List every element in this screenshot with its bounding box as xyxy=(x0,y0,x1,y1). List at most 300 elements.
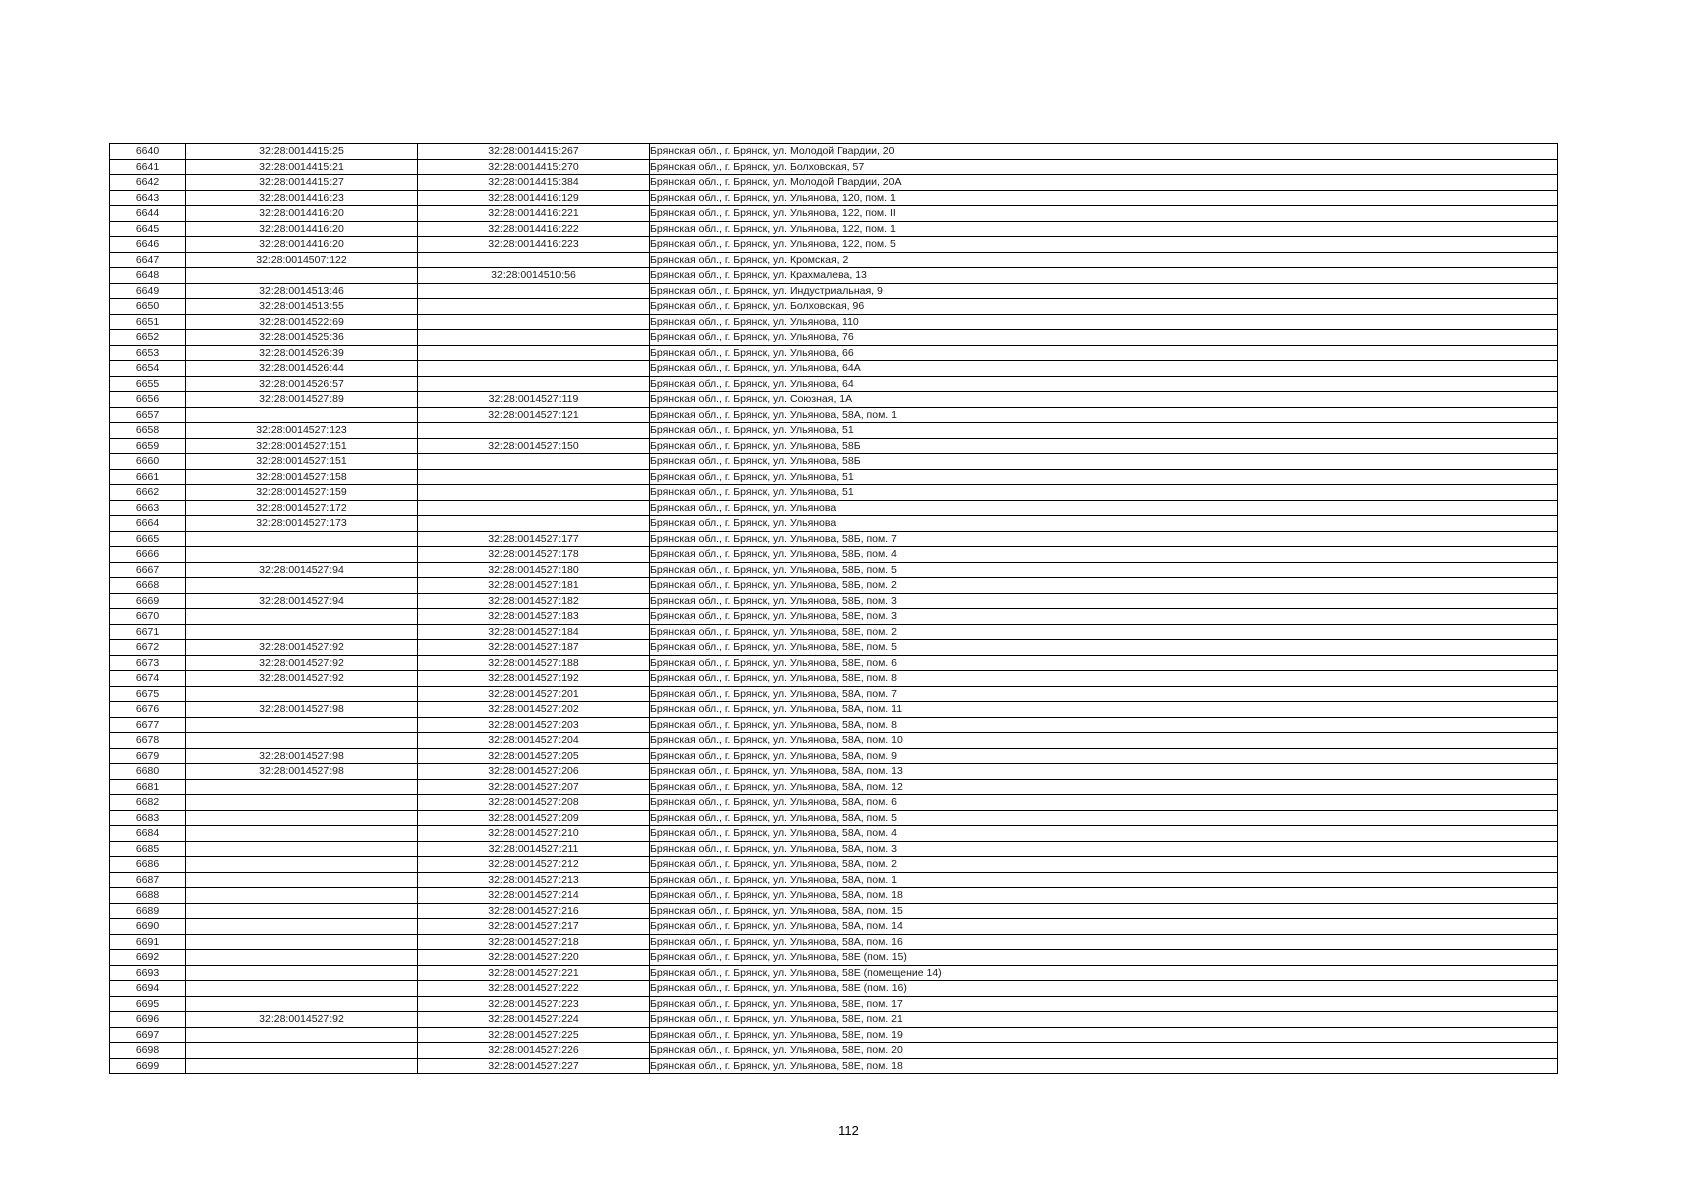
cadastral-number-cell xyxy=(186,1043,418,1059)
address-cell: Брянская обл., г. Брянск, ул. Ульянова, 58А, пом. 1 xyxy=(650,872,1558,888)
row-number-cell: 6650 xyxy=(110,299,186,315)
object-cadastral-number-cell: 32:28:0014527:121 xyxy=(418,407,650,423)
address-cell: Брянская обл., г. Брянск, ул. Ульянова, 76 xyxy=(650,330,1558,346)
table-row xyxy=(110,996,1558,1012)
row-number-cell: 6668 xyxy=(110,578,186,594)
cadastral-number-cell xyxy=(186,717,418,733)
table-row xyxy=(110,795,1558,811)
row-number-cell: 6665 xyxy=(110,531,186,547)
row-number-cell: 6694 xyxy=(110,981,186,997)
cadastral-number-cell xyxy=(186,826,418,842)
row-number-cell: 6692 xyxy=(110,950,186,966)
row-number-cell: 6693 xyxy=(110,965,186,981)
object-cadastral-number-cell: 32:28:0014527:227 xyxy=(418,1058,650,1074)
cadastral-number-cell: 32:28:0014513:55 xyxy=(186,299,418,315)
cadastral-number-cell xyxy=(186,965,418,981)
object-cadastral-number-cell xyxy=(418,376,650,392)
address-cell: Брянская обл., г. Брянск, ул. Ульянова, 58А, пом. 15 xyxy=(650,903,1558,919)
row-number-cell: 6640 xyxy=(110,144,186,160)
table-row xyxy=(110,407,1558,423)
row-number-cell: 6677 xyxy=(110,717,186,733)
row-number-cell: 6690 xyxy=(110,919,186,935)
row-number-cell: 6687 xyxy=(110,872,186,888)
table-row xyxy=(110,531,1558,547)
table-row xyxy=(110,500,1558,516)
row-number-cell: 6678 xyxy=(110,733,186,749)
row-number-cell: 6676 xyxy=(110,702,186,718)
address-cell: Брянская обл., г. Брянск, ул. Молодой Гвардии, 20 xyxy=(650,144,1558,160)
table-row xyxy=(110,345,1558,361)
object-cadastral-number-cell: 32:28:0014527:201 xyxy=(418,686,650,702)
registry-table-body xyxy=(110,144,1558,1074)
row-number-cell: 6683 xyxy=(110,810,186,826)
row-number-cell: 6666 xyxy=(110,547,186,563)
row-number-cell: 6672 xyxy=(110,640,186,656)
table-row xyxy=(110,190,1558,206)
object-cadastral-number-cell: 32:28:0014527:181 xyxy=(418,578,650,594)
row-number-cell: 6662 xyxy=(110,485,186,501)
cadastral-number-cell xyxy=(186,268,418,284)
address-cell: Брянская обл., г. Брянск, ул. Ульянова, 58Е, пом. 21 xyxy=(650,1012,1558,1028)
cadastral-number-cell xyxy=(186,795,418,811)
object-cadastral-number-cell xyxy=(418,252,650,268)
object-cadastral-number-cell: 32:28:0014527:178 xyxy=(418,547,650,563)
address-cell: Брянская обл., г. Брянск, ул. Ульянова, 58Е, пом. 18 xyxy=(650,1058,1558,1074)
address-cell: Брянская обл., г. Брянск, ул. Ульянова, 58Е, пом. 2 xyxy=(650,624,1558,640)
row-number-cell: 6689 xyxy=(110,903,186,919)
object-cadastral-number-cell: 32:28:0014415:270 xyxy=(418,159,650,175)
row-number-cell: 6656 xyxy=(110,392,186,408)
cadastral-number-cell: 32:28:0014513:46 xyxy=(186,283,418,299)
address-cell: Брянская обл., г. Брянск, ул. Ульянова, 58Б xyxy=(650,438,1558,454)
address-cell: Брянская обл., г. Брянск, ул. Болховская, 57 xyxy=(650,159,1558,175)
page-number: 112 xyxy=(838,1123,859,1138)
cadastral-number-cell xyxy=(186,407,418,423)
table-row xyxy=(110,392,1558,408)
cadastral-number-cell: 32:28:0014527:92 xyxy=(186,671,418,687)
address-cell: Брянская обл., г. Брянск, ул. Кромская, 2 xyxy=(650,252,1558,268)
object-cadastral-number-cell: 32:28:0014527:182 xyxy=(418,593,650,609)
address-cell: Брянская обл., г. Брянск, ул. Ульянова, 64А xyxy=(650,361,1558,377)
object-cadastral-number-cell: 32:28:0014527:220 xyxy=(418,950,650,966)
cadastral-number-cell: 32:28:0014527:158 xyxy=(186,469,418,485)
object-cadastral-number-cell xyxy=(418,314,650,330)
row-number-cell: 6699 xyxy=(110,1058,186,1074)
row-number-cell: 6643 xyxy=(110,190,186,206)
table-row xyxy=(110,469,1558,485)
row-number-cell: 6697 xyxy=(110,1027,186,1043)
cadastral-number-cell xyxy=(186,1027,418,1043)
table-row xyxy=(110,454,1558,470)
table-row xyxy=(110,779,1558,795)
cadastral-number-cell xyxy=(186,934,418,950)
row-number-cell: 6686 xyxy=(110,857,186,873)
object-cadastral-number-cell: 32:28:0014527:119 xyxy=(418,392,650,408)
table-row xyxy=(110,609,1558,625)
address-cell: Брянская обл., г. Брянск, ул. Ульянова, 58Б, пом. 4 xyxy=(650,547,1558,563)
address-cell: Брянская обл., г. Брянск, ул. Ульянова, 58А, пом. 11 xyxy=(650,702,1558,718)
address-cell: Брянская обл., г. Брянск, ул. Ульянова, 58Е, пом. 8 xyxy=(650,671,1558,687)
cadastral-number-cell: 32:28:0014527:151 xyxy=(186,438,418,454)
table-row xyxy=(110,965,1558,981)
cadastral-number-cell: 32:28:0014527:123 xyxy=(186,423,418,439)
table-row xyxy=(110,919,1558,935)
object-cadastral-number-cell: 32:28:0014527:183 xyxy=(418,609,650,625)
table-row xyxy=(110,485,1558,501)
row-number-cell: 6647 xyxy=(110,252,186,268)
object-cadastral-number-cell: 32:28:0014527:205 xyxy=(418,748,650,764)
registry-table xyxy=(109,143,1558,1074)
cadastral-number-cell: 32:28:0014416:23 xyxy=(186,190,418,206)
address-cell: Брянская обл., г. Брянск, ул. Ульянова, 58Б, пом. 5 xyxy=(650,562,1558,578)
cadastral-number-cell xyxy=(186,686,418,702)
address-cell: Брянская обл., г. Брянск, ул. Ульянова, 58Е, пом. 19 xyxy=(650,1027,1558,1043)
row-number-cell: 6682 xyxy=(110,795,186,811)
table-row xyxy=(110,361,1558,377)
object-cadastral-number-cell xyxy=(418,485,650,501)
row-number-cell: 6664 xyxy=(110,516,186,532)
address-cell: Брянская обл., г. Брянск, ул. Ульянова, 58Б xyxy=(650,454,1558,470)
table-row xyxy=(110,764,1558,780)
cadastral-number-cell: 32:28:0014526:57 xyxy=(186,376,418,392)
cadastral-number-cell xyxy=(186,578,418,594)
cadastral-number-cell: 32:28:0014527:94 xyxy=(186,593,418,609)
table-row xyxy=(110,299,1558,315)
cadastral-number-cell: 32:28:0014527:92 xyxy=(186,1012,418,1028)
row-number-cell: 6641 xyxy=(110,159,186,175)
cadastral-number-cell: 32:28:0014527:151 xyxy=(186,454,418,470)
address-cell: Брянская обл., г. Брянск, ул. Ульянова, 58Е (пом. 16) xyxy=(650,981,1558,997)
object-cadastral-number-cell: 32:28:0014527:210 xyxy=(418,826,650,842)
row-number-cell: 6644 xyxy=(110,206,186,222)
address-cell: Брянская обл., г. Брянск, ул. Ульянова, 58Б, пом. 3 xyxy=(650,593,1558,609)
row-number-cell: 6680 xyxy=(110,764,186,780)
cadastral-number-cell: 32:28:0014527:173 xyxy=(186,516,418,532)
address-cell: Брянская обл., г. Брянск, ул. Ульянова, 58А, пом. 18 xyxy=(650,888,1558,904)
object-cadastral-number-cell: 32:28:0014416:221 xyxy=(418,206,650,222)
object-cadastral-number-cell xyxy=(418,500,650,516)
cadastral-number-cell: 32:28:0014526:44 xyxy=(186,361,418,377)
address-cell: Брянская обл., г. Брянск, ул. Ульянова, 58А, пом. 8 xyxy=(650,717,1558,733)
cadastral-number-cell xyxy=(186,624,418,640)
address-cell: Брянская обл., г. Брянск, ул. Ульянова, 58А, пом. 10 xyxy=(650,733,1558,749)
address-cell: Брянская обл., г. Брянск, ул. Ульянова, 58Е, пом. 3 xyxy=(650,609,1558,625)
object-cadastral-number-cell: 32:28:0014527:209 xyxy=(418,810,650,826)
table-row xyxy=(110,1012,1558,1028)
object-cadastral-number-cell: 32:28:0014527:150 xyxy=(418,438,650,454)
cadastral-number-cell xyxy=(186,733,418,749)
object-cadastral-number-cell: 32:28:0014527:214 xyxy=(418,888,650,904)
table-row xyxy=(110,702,1558,718)
address-cell: Брянская обл., г. Брянск, ул. Ульянова xyxy=(650,516,1558,532)
object-cadastral-number-cell: 32:28:0014527:206 xyxy=(418,764,650,780)
address-cell: Брянская обл., г. Брянск, ул. Ульянова, 58А, пом. 9 xyxy=(650,748,1558,764)
address-cell: Брянская обл., г. Брянск, ул. Ульянова, 58А, пом. 7 xyxy=(650,686,1558,702)
address-cell: Брянская обл., г. Брянск, ул. Ульянова, 122, пом. 1 xyxy=(650,221,1558,237)
cadastral-number-cell xyxy=(186,981,418,997)
address-cell: Брянская обл., г. Брянск, ул. Ульянова, 51 xyxy=(650,423,1558,439)
cadastral-number-cell: 32:28:0014527:94 xyxy=(186,562,418,578)
table-row xyxy=(110,872,1558,888)
table-row xyxy=(110,438,1558,454)
table-row xyxy=(110,888,1558,904)
object-cadastral-number-cell: 32:28:0014527:212 xyxy=(418,857,650,873)
table-row xyxy=(110,950,1558,966)
row-number-cell: 6659 xyxy=(110,438,186,454)
cadastral-number-cell: 32:28:0014525:36 xyxy=(186,330,418,346)
object-cadastral-number-cell: 32:28:0014527:192 xyxy=(418,671,650,687)
cadastral-number-cell: 32:28:0014527:98 xyxy=(186,764,418,780)
object-cadastral-number-cell: 32:28:0014527:217 xyxy=(418,919,650,935)
table-row xyxy=(110,934,1558,950)
object-cadastral-number-cell: 32:28:0014527:184 xyxy=(418,624,650,640)
table-row xyxy=(110,826,1558,842)
row-number-cell: 6654 xyxy=(110,361,186,377)
row-number-cell: 6653 xyxy=(110,345,186,361)
cadastral-number-cell xyxy=(186,996,418,1012)
row-number-cell: 6695 xyxy=(110,996,186,1012)
table-row xyxy=(110,841,1558,857)
table-row xyxy=(110,624,1558,640)
address-cell: Брянская обл., г. Брянск, ул. Индустриальная, 9 xyxy=(650,283,1558,299)
object-cadastral-number-cell: 32:28:0014527:204 xyxy=(418,733,650,749)
object-cadastral-number-cell: 32:28:0014527:221 xyxy=(418,965,650,981)
row-number-cell: 6675 xyxy=(110,686,186,702)
table-row xyxy=(110,1058,1558,1074)
table-row xyxy=(110,547,1558,563)
table-row xyxy=(110,221,1558,237)
object-cadastral-number-cell: 32:28:0014527:211 xyxy=(418,841,650,857)
row-number-cell: 6691 xyxy=(110,934,186,950)
row-number-cell: 6649 xyxy=(110,283,186,299)
address-cell: Брянская обл., г. Брянск, ул. Ульянова, 58А, пом. 12 xyxy=(650,779,1558,795)
cadastral-number-cell: 32:28:0014527:92 xyxy=(186,655,418,671)
table-row xyxy=(110,686,1558,702)
object-cadastral-number-cell xyxy=(418,516,650,532)
table-row xyxy=(110,237,1558,253)
address-cell: Брянская обл., г. Брянск, ул. Ульянова, 58А, пом. 2 xyxy=(650,857,1558,873)
cadastral-number-cell xyxy=(186,919,418,935)
cadastral-number-cell xyxy=(186,810,418,826)
object-cadastral-number-cell: 32:28:0014527:223 xyxy=(418,996,650,1012)
address-cell: Брянская обл., г. Брянск, ул. Ульянова, 58Е, пом. 20 xyxy=(650,1043,1558,1059)
object-cadastral-number-cell: 32:28:0014527:203 xyxy=(418,717,650,733)
object-cadastral-number-cell: 32:28:0014527:187 xyxy=(418,640,650,656)
table-row xyxy=(110,578,1558,594)
row-number-cell: 6681 xyxy=(110,779,186,795)
object-cadastral-number-cell: 32:28:0014527:213 xyxy=(418,872,650,888)
address-cell: Брянская обл., г. Брянск, ул. Ульянова, 58А, пом. 16 xyxy=(650,934,1558,950)
address-cell: Брянская обл., г. Брянск, ул. Ульянова, 58А, пом. 1 xyxy=(650,407,1558,423)
table-row xyxy=(110,423,1558,439)
row-number-cell: 6652 xyxy=(110,330,186,346)
cadastral-number-cell: 32:28:0014415:27 xyxy=(186,175,418,191)
table-row xyxy=(110,252,1558,268)
row-number-cell: 6657 xyxy=(110,407,186,423)
table-row xyxy=(110,1043,1558,1059)
object-cadastral-number-cell xyxy=(418,345,650,361)
table-row xyxy=(110,206,1558,222)
object-cadastral-number-cell: 32:28:0014415:384 xyxy=(418,175,650,191)
row-number-cell: 6658 xyxy=(110,423,186,439)
object-cadastral-number-cell xyxy=(418,423,650,439)
table-row xyxy=(110,903,1558,919)
row-number-cell: 6663 xyxy=(110,500,186,516)
table-row xyxy=(110,655,1558,671)
cadastral-number-cell xyxy=(186,779,418,795)
cadastral-number-cell: 32:28:0014527:172 xyxy=(186,500,418,516)
cadastral-number-cell xyxy=(186,841,418,857)
table-row xyxy=(110,733,1558,749)
table-row xyxy=(110,593,1558,609)
address-cell: Брянская обл., г. Брянск, ул. Ульянова, 110 xyxy=(650,314,1558,330)
row-number-cell: 6670 xyxy=(110,609,186,625)
address-cell: Брянская обл., г. Брянск, ул. Ульянова, 58Е, пом. 17 xyxy=(650,996,1558,1012)
table-row xyxy=(110,314,1558,330)
cadastral-number-cell xyxy=(186,609,418,625)
object-cadastral-number-cell xyxy=(418,299,650,315)
row-number-cell: 6673 xyxy=(110,655,186,671)
row-number-cell: 6642 xyxy=(110,175,186,191)
address-cell: Брянская обл., г. Брянск, ул. Ульянова, 58Е, пом. 6 xyxy=(650,655,1558,671)
object-cadastral-number-cell: 32:28:0014527:208 xyxy=(418,795,650,811)
object-cadastral-number-cell: 32:28:0014510:56 xyxy=(418,268,650,284)
row-number-cell: 6685 xyxy=(110,841,186,857)
cadastral-number-cell: 32:28:0014416:20 xyxy=(186,221,418,237)
row-number-cell: 6696 xyxy=(110,1012,186,1028)
table-row xyxy=(110,516,1558,532)
cadastral-number-cell xyxy=(186,950,418,966)
table-row xyxy=(110,810,1558,826)
table-row xyxy=(110,330,1558,346)
object-cadastral-number-cell: 32:28:0014416:222 xyxy=(418,221,650,237)
cadastral-number-cell: 32:28:0014507:122 xyxy=(186,252,418,268)
row-number-cell: 6667 xyxy=(110,562,186,578)
cadastral-number-cell xyxy=(186,857,418,873)
cadastral-number-cell xyxy=(186,888,418,904)
object-cadastral-number-cell: 32:28:0014527:207 xyxy=(418,779,650,795)
row-number-cell: 6646 xyxy=(110,237,186,253)
table-row xyxy=(110,748,1558,764)
address-cell: Брянская обл., г. Брянск, ул. Ульянова, 58А, пом. 13 xyxy=(650,764,1558,780)
object-cadastral-number-cell: 32:28:0014416:129 xyxy=(418,190,650,206)
address-cell: Брянская обл., г. Брянск, ул. Союзная, 1А xyxy=(650,392,1558,408)
object-cadastral-number-cell: 32:28:0014527:226 xyxy=(418,1043,650,1059)
cadastral-number-cell xyxy=(186,903,418,919)
row-number-cell: 6684 xyxy=(110,826,186,842)
cadastral-number-cell: 32:28:0014416:20 xyxy=(186,237,418,253)
table-row xyxy=(110,562,1558,578)
row-number-cell: 6660 xyxy=(110,454,186,470)
row-number-cell: 6661 xyxy=(110,469,186,485)
object-cadastral-number-cell xyxy=(418,361,650,377)
object-cadastral-number-cell: 32:28:0014527:180 xyxy=(418,562,650,578)
address-cell: Брянская обл., г. Брянск, ул. Ульянова, 58Е (пом. 15) xyxy=(650,950,1558,966)
cadastral-number-cell: 32:28:0014526:39 xyxy=(186,345,418,361)
row-number-cell: 6688 xyxy=(110,888,186,904)
address-cell: Брянская обл., г. Брянск, ул. Крахмалева, 13 xyxy=(650,268,1558,284)
address-cell: Брянская обл., г. Брянск, ул. Ульянова, 58А, пом. 14 xyxy=(650,919,1558,935)
row-number-cell: 6651 xyxy=(110,314,186,330)
cadastral-number-cell: 32:28:0014527:98 xyxy=(186,748,418,764)
address-cell: Брянская обл., г. Брянск, ул. Ульянова xyxy=(650,500,1558,516)
table-row xyxy=(110,640,1558,656)
cadastral-number-cell xyxy=(186,547,418,563)
object-cadastral-number-cell: 32:28:0014527:202 xyxy=(418,702,650,718)
table-row xyxy=(110,268,1558,284)
object-cadastral-number-cell: 32:28:0014527:225 xyxy=(418,1027,650,1043)
cadastral-number-cell: 32:28:0014522:69 xyxy=(186,314,418,330)
row-number-cell: 6679 xyxy=(110,748,186,764)
object-cadastral-number-cell xyxy=(418,454,650,470)
address-cell: Брянская обл., г. Брянск, ул. Ульянова, 120, пом. 1 xyxy=(650,190,1558,206)
object-cadastral-number-cell: 32:28:0014527:177 xyxy=(418,531,650,547)
cadastral-number-cell: 32:28:0014415:25 xyxy=(186,144,418,160)
object-cadastral-number-cell xyxy=(418,469,650,485)
cadastral-number-cell: 32:28:0014527:159 xyxy=(186,485,418,501)
address-cell: Брянская обл., г. Брянск, ул. Ульянова, 58Е, пом. 5 xyxy=(650,640,1558,656)
object-cadastral-number-cell: 32:28:0014415:267 xyxy=(418,144,650,160)
table-row xyxy=(110,144,1558,160)
address-cell: Брянская обл., г. Брянск, ул. Ульянова, 58А, пом. 5 xyxy=(650,810,1558,826)
row-number-cell: 6655 xyxy=(110,376,186,392)
row-number-cell: 6674 xyxy=(110,671,186,687)
cadastral-number-cell xyxy=(186,1058,418,1074)
address-cell: Брянская обл., г. Брянск, ул. Ульянова, 58А, пом. 3 xyxy=(650,841,1558,857)
table-row xyxy=(110,283,1558,299)
cadastral-number-cell: 32:28:0014415:21 xyxy=(186,159,418,175)
address-cell: Брянская обл., г. Брянск, ул. Ульянова, 58А, пом. 6 xyxy=(650,795,1558,811)
address-cell: Брянская обл., г. Брянск, ул. Ульянова, 58Б, пом. 7 xyxy=(650,531,1558,547)
cadastral-number-cell xyxy=(186,872,418,888)
row-number-cell: 6698 xyxy=(110,1043,186,1059)
object-cadastral-number-cell: 32:28:0014527:218 xyxy=(418,934,650,950)
table-row xyxy=(110,671,1558,687)
object-cadastral-number-cell: 32:28:0014527:188 xyxy=(418,655,650,671)
table-row xyxy=(110,717,1558,733)
row-number-cell: 6645 xyxy=(110,221,186,237)
object-cadastral-number-cell: 32:28:0014527:224 xyxy=(418,1012,650,1028)
table-row xyxy=(110,981,1558,997)
table-row xyxy=(110,857,1558,873)
cadastral-number-cell: 32:28:0014527:92 xyxy=(186,640,418,656)
address-cell: Брянская обл., г. Брянск, ул. Ульянова, 58А, пом. 4 xyxy=(650,826,1558,842)
table-row xyxy=(110,159,1558,175)
address-cell: Брянская обл., г. Брянск, ул. Ульянова, 122, пом. II xyxy=(650,206,1558,222)
cadastral-number-cell: 32:28:0014527:98 xyxy=(186,702,418,718)
cadastral-number-cell: 32:28:0014527:89 xyxy=(186,392,418,408)
object-cadastral-number-cell: 32:28:0014527:216 xyxy=(418,903,650,919)
cadastral-number-cell: 32:28:0014416:20 xyxy=(186,206,418,222)
address-cell: Брянская обл., г. Брянск, ул. Молодой Гвардии, 20А xyxy=(650,175,1558,191)
row-number-cell: 6671 xyxy=(110,624,186,640)
row-number-cell: 6669 xyxy=(110,593,186,609)
table-row xyxy=(110,175,1558,191)
object-cadastral-number-cell xyxy=(418,330,650,346)
cadastral-number-cell xyxy=(186,531,418,547)
object-cadastral-number-cell: 32:28:0014527:222 xyxy=(418,981,650,997)
address-cell: Брянская обл., г. Брянск, ул. Ульянова, 66 xyxy=(650,345,1558,361)
object-cadastral-number-cell xyxy=(418,283,650,299)
address-cell: Брянская обл., г. Брянск, ул. Ульянова, 58Е (помещение 14) xyxy=(650,965,1558,981)
address-cell: Брянская обл., г. Брянск, ул. Ульянова, 51 xyxy=(650,469,1558,485)
address-cell: Брянская обл., г. Брянск, ул. Ульянова, 58Б, пом. 2 xyxy=(650,578,1558,594)
table-row xyxy=(110,1027,1558,1043)
address-cell: Брянская обл., г. Брянск, ул. Болховская, 96 xyxy=(650,299,1558,315)
table-row xyxy=(110,376,1558,392)
address-cell: Брянская обл., г. Брянск, ул. Ульянова, 51 xyxy=(650,485,1558,501)
object-cadastral-number-cell: 32:28:0014416:223 xyxy=(418,237,650,253)
